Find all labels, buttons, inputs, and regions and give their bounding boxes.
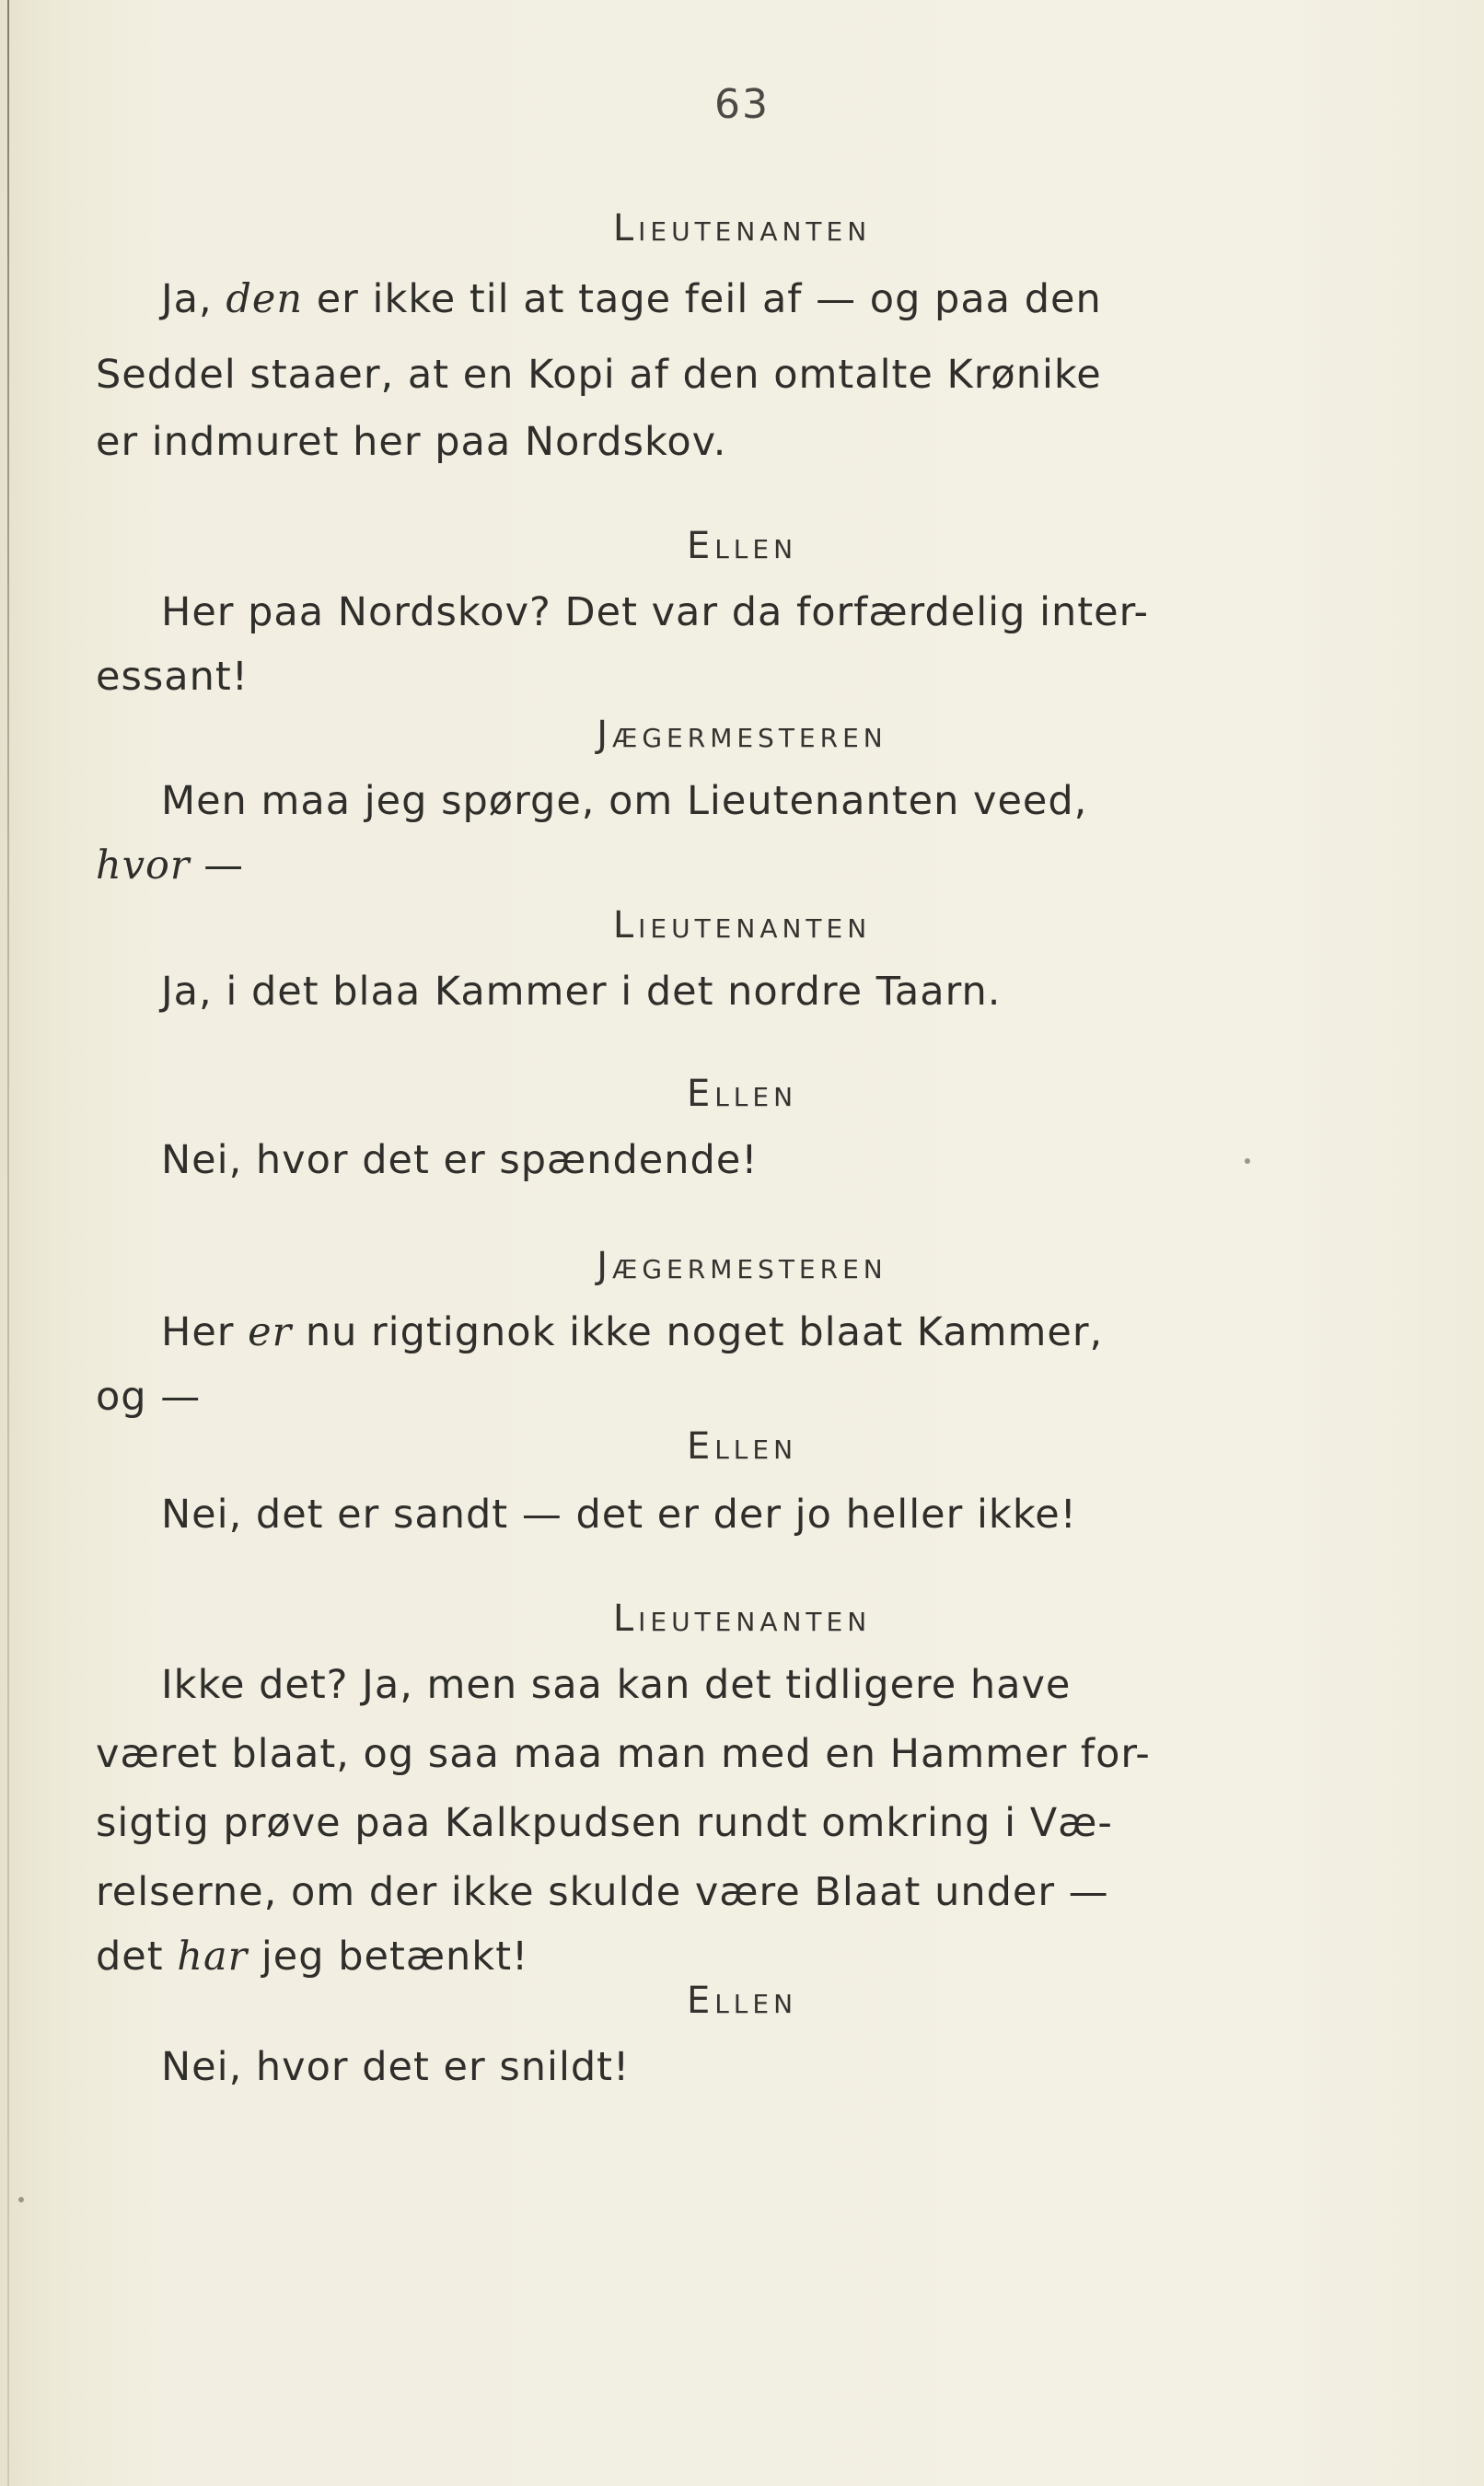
- dialogue-line: [96, 654, 1484, 700]
- dialogue-line: [96, 1731, 1484, 1777]
- dialogue-line: [161, 1492, 1484, 1538]
- dialogue-line: [96, 1869, 1484, 1915]
- dialogue-line: [161, 276, 1484, 322]
- text-run: nu rigtignok ikke noget blaat Kammer,: [292, 1309, 1104, 1355]
- dialogue-line: [96, 352, 1484, 398]
- speaker-heading: Ellen: [686, 525, 798, 567]
- text-run: og —: [96, 1374, 202, 1420]
- text-run: Seddel staaer, at en Kopi af den omtalte Krønike: [96, 352, 1102, 398]
- dialogue-line: [161, 1137, 1484, 1183]
- dialogue-line: [161, 2044, 1484, 2090]
- dialogue-line: [96, 842, 1484, 889]
- text-run: er indmuret her paa Nordskov.: [96, 419, 727, 465]
- dialogue-line: [161, 1662, 1484, 1708]
- text-run: —: [190, 842, 245, 889]
- dialogue-line: [96, 1934, 1484, 1980]
- speaker-heading: Lieutenanten: [612, 1597, 872, 1640]
- text-run: været blaat, og saa maa man med en Hammer for-: [96, 1731, 1151, 1777]
- text-run: Her: [161, 1309, 249, 1355]
- dialogue-line: [161, 589, 1484, 635]
- text-run: Nei, hvor det er spændende!: [161, 1137, 759, 1183]
- text-run: jeg betænkt!: [248, 1934, 529, 1980]
- text-run: det: [96, 1934, 178, 1980]
- speaker-heading: Ellen: [686, 1425, 798, 1468]
- emphasized-word: den: [226, 276, 304, 322]
- speaker-heading: Lieutenanten: [612, 207, 872, 250]
- dialogue-line: [96, 419, 1484, 465]
- dialogue-line: [96, 1374, 1484, 1420]
- page-number: 63: [714, 81, 770, 128]
- text-run: er ikke til at tage feil af — og paa den: [303, 276, 1102, 322]
- speaker-heading: Lieutenanten: [612, 904, 872, 947]
- text-run: relserne, om der ikke skulde være Blaat under —: [96, 1869, 1109, 1915]
- text-run: sigtig prøve paa Kalkpudsen rundt omkring i Væ-: [96, 1800, 1113, 1846]
- text-run: Nei, det er sandt — det er der jo heller ikke!: [161, 1492, 1077, 1538]
- dialogue-line: [161, 778, 1484, 824]
- text-run: Men maa jeg spørge, om Lieutenanten veed,: [161, 778, 1088, 824]
- dialogue-line: [161, 1309, 1484, 1355]
- text-run: Nei, hvor det er snildt!: [161, 2044, 631, 2090]
- speaker-heading: Jægermesteren: [597, 714, 887, 756]
- text-run: Ikke det? Ja, men saa kan det tidligere have: [161, 1662, 1072, 1708]
- page-edge-shadow: [7, 0, 9, 2486]
- emphasized-word: har: [177, 1934, 249, 1980]
- speaker-heading: Ellen: [686, 1980, 798, 2022]
- emphasized-word: hvor: [96, 842, 191, 889]
- paper-speck: [18, 2197, 24, 2202]
- emphasized-word: er: [248, 1309, 293, 1355]
- speaker-heading: Jægermesteren: [597, 1245, 887, 1287]
- dialogue-line: [161, 969, 1484, 1015]
- text-run: Ja, i det blaa Kammer i det nordre Taarn.: [161, 969, 1002, 1015]
- text-run: Her paa Nordskov? Det var da forfærdelig inter-: [161, 589, 1150, 635]
- text-run: essant!: [96, 654, 249, 700]
- speaker-heading: Ellen: [686, 1073, 798, 1115]
- paper-speck: [1245, 1158, 1250, 1164]
- dialogue-line: [96, 1800, 1484, 1846]
- text-run: Ja,: [161, 276, 226, 322]
